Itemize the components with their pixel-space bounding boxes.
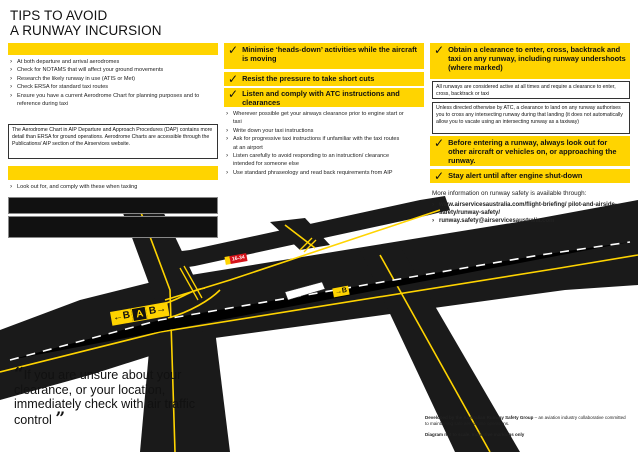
footer-org: Developed by the Australian Runway Safety Group (425, 415, 534, 420)
sign-a: A (131, 306, 148, 322)
footer-developed-by (425, 415, 630, 428)
check-icon: ✓ (228, 72, 239, 86)
middle-heading-3: ✓ Listen and comply with ATC instructions and clearances (224, 88, 424, 107)
list-item: › At both departure and arrival aerodromes (10, 58, 222, 66)
middle-list (226, 110, 404, 177)
link-runway-safety-web[interactable]: › www.airservicesaustralia.com/flight-briefing/ pilot-and-airside-safety/runway-safety/ (432, 201, 632, 217)
title-line-1: TIPS TO AVOID (10, 8, 108, 23)
title-line-2: A RUNWAY INCURSION (10, 23, 162, 38)
left-checklist (10, 58, 222, 108)
list-item: › Check for NOTAMS that will affect your ground movements (10, 66, 222, 74)
quote-open-icon: “ (14, 364, 24, 384)
aerodrome-chart-note: The Aerodrome Chart in AIP Departure and Approach Procedures (DAP) contains more detail than ERSA for ground operations. Aerodrome Charts are accessible through the Publications/ AIP section of the Airservices website. (8, 124, 218, 159)
middle-heading-2: ✓ Resist the pressure to take short cuts (224, 72, 424, 86)
list-item: › Look out for, and comply with these when taxiing (10, 183, 222, 191)
left-yellow-bar-1 (8, 43, 218, 55)
left-taxi-list (10, 183, 222, 191)
taxiway-sign-small: →B (332, 286, 349, 298)
marking-example-box-1 (8, 197, 218, 214)
check-icon: ✓ (434, 169, 445, 183)
check-icon: ✓ (228, 87, 239, 101)
quote-close-icon: ” (55, 408, 66, 429)
quote-text: If you are unsure about your clearance, or your location, immediately check with air traffic control (14, 368, 196, 427)
sign-b-right: B→ (146, 302, 169, 319)
more-info-links (432, 201, 632, 226)
right-heading-1: ✓ Obtain a clearance to enter, cross, backtrack and taxi on any runway, including runway undershoots (where marked) (430, 43, 630, 79)
more-info-text: More information on runway safety is available through: (432, 190, 587, 197)
left-yellow-bar-2 (8, 166, 218, 180)
check-icon: ✓ (434, 136, 445, 150)
list-item: › Check ERSA for standard taxi routes (10, 83, 222, 91)
link-runway-safety-email[interactable]: › runway.safety@airservicesaustralia.com (432, 217, 632, 225)
list-item: › Write down your taxi instructions (226, 127, 404, 135)
right-note-2: Unless directed otherwise by ATC, a clearance to land on any runway authorises you to cross any intersecting runway during that landing (it does not automatically allow you to vacate using an intersecting runway as a taxiway) (432, 102, 630, 134)
marking-example-box-2 (8, 216, 218, 238)
footer-disclaimer: Diagram not to scale. Indicative markings only (425, 432, 525, 437)
right-heading-2: ✓ Before entering a runway, always look out for other aircraft or vehicles on, or approaching the runway. (430, 136, 630, 166)
check-icon: ✓ (228, 43, 239, 57)
list-item: › Ensure you have a current Aerodrome Chart for planning purposes and to reference during taxi (10, 92, 222, 109)
list-item: › Research the likely runway in use (ATIS or Met) (10, 75, 222, 83)
pull-quote (14, 364, 210, 429)
list-item: › Listen carefully to avoid responding to an instruction/ clearance intended for someone else (226, 152, 404, 169)
right-heading-3: ✓ Stay alert until after engine shut-down (430, 169, 630, 183)
list-item: › Ask for progressive taxi instructions if unfamiliar with the taxi routes at an airport (226, 135, 404, 152)
right-note-1: All runways are considered active at all times and require a clearance to enter, cross, backtrack or taxi (432, 81, 630, 99)
check-icon: ✓ (434, 43, 445, 57)
middle-heading-1: ✓ Minimise ‘heads-down’ activities while the aircraft is moving (224, 43, 424, 69)
footer-org-desc: – an aviation industry collaborative committed to maintaining safe aerodrome operations. (425, 415, 626, 427)
sign-runway-16-34: 16-34 (229, 253, 247, 264)
sign-b-left: ←B (110, 308, 133, 325)
list-item: › Use standard phraseology and read back requirements from AIP (226, 169, 404, 177)
page-title (10, 8, 220, 38)
list-item: › Wherever possible get your airways clearance prior to engine start or taxi (226, 110, 404, 127)
